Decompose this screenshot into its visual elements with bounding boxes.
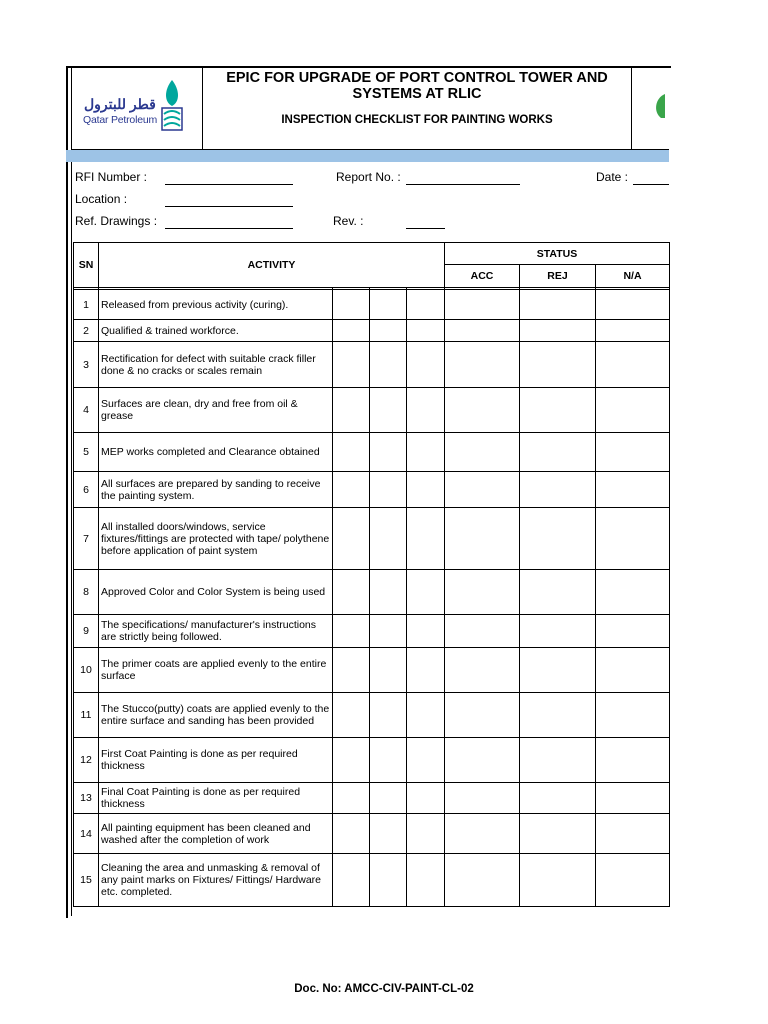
blank-cell — [370, 342, 407, 388]
row-sn: 6 — [74, 472, 99, 508]
blank-cell — [407, 615, 445, 648]
rej-checkbox-cell[interactable] — [520, 854, 596, 907]
row-sn: 9 — [74, 615, 99, 648]
acc-checkbox-cell[interactable] — [445, 290, 520, 320]
blank-cell — [370, 570, 407, 615]
location-field[interactable] — [165, 206, 293, 207]
acc-checkbox-cell[interactable] — [445, 433, 520, 472]
row-sn: 4 — [74, 388, 99, 433]
blank-cell — [333, 388, 370, 433]
acc-checkbox-cell[interactable] — [445, 648, 520, 693]
rfi-number-label: RFI Number : — [75, 170, 148, 184]
blank-cell — [370, 854, 407, 907]
row-sn: 8 — [74, 570, 99, 615]
blank-cell — [333, 693, 370, 738]
acc-checkbox-cell[interactable] — [445, 388, 520, 433]
blank-cell — [407, 342, 445, 388]
blank-cell — [333, 738, 370, 783]
blank-cell — [333, 648, 370, 693]
rej-checkbox-cell[interactable] — [520, 693, 596, 738]
blank-cell — [333, 433, 370, 472]
acc-checkbox-cell[interactable] — [445, 320, 520, 342]
row-sn: 1 — [74, 290, 99, 320]
table-row — [74, 693, 670, 738]
na-checkbox-cell[interactable] — [596, 814, 670, 854]
blank-cell — [370, 783, 407, 814]
col-header-rej: REJ — [520, 265, 596, 288]
na-checkbox-cell[interactable] — [596, 783, 670, 814]
blank-cell — [370, 615, 407, 648]
blank-cell — [370, 648, 407, 693]
blank-cell — [407, 814, 445, 854]
col-header-status: STATUS — [445, 243, 670, 265]
ref-drawings-label: Ref. Drawings : — [75, 214, 158, 228]
row-sn: 15 — [74, 854, 99, 907]
blank-cell — [407, 693, 445, 738]
row-sn: 13 — [74, 783, 99, 814]
na-checkbox-cell[interactable] — [596, 738, 670, 783]
rej-checkbox-cell[interactable] — [520, 433, 596, 472]
partner-logo — [631, 68, 669, 150]
blank-cell — [370, 738, 407, 783]
blank-cell — [370, 472, 407, 508]
blank-cell — [407, 388, 445, 433]
row-activity: Final Coat Painting is done as per required thickness — [99, 783, 333, 814]
row-sn: 7 — [74, 508, 99, 570]
date-label: Date : — [596, 170, 629, 184]
blank-cell — [333, 783, 370, 814]
report-no-field[interactable] — [406, 184, 520, 185]
rfi-number-field[interactable] — [165, 184, 293, 185]
blank-cell — [370, 320, 407, 342]
row-activity: The specifications/ manufacturer's instructions are strictly being followed. — [99, 615, 333, 648]
ref-drawings-field[interactable] — [165, 228, 293, 229]
acc-checkbox-cell[interactable] — [445, 854, 520, 907]
acc-checkbox-cell[interactable] — [445, 814, 520, 854]
document-number: Doc. No: AMCC-CIV-PAINT-CL-02 — [294, 983, 474, 995]
na-checkbox-cell[interactable] — [596, 433, 670, 472]
header-color-bar — [66, 150, 669, 162]
table-row — [74, 648, 670, 693]
na-checkbox-cell[interactable] — [596, 508, 670, 570]
rev-label: Rev. : — [333, 214, 364, 228]
blank-cell — [333, 320, 370, 342]
document-title: EPIC FOR UPGRADE OF PORT CONTROL TOWER AND SYSTEMS AT RLIC — [226, 70, 608, 102]
row-activity: All surfaces are prepared by sanding to receive the painting system. — [99, 472, 333, 508]
rej-checkbox-cell[interactable] — [520, 615, 596, 648]
row-sn: 3 — [74, 342, 99, 388]
row-sn: 5 — [74, 433, 99, 472]
title-block — [203, 68, 632, 150]
rej-checkbox-cell[interactable] — [520, 570, 596, 615]
logo-english-text: Qatar Petroleum — [83, 114, 158, 126]
table-row — [74, 290, 670, 320]
document-header — [72, 68, 669, 150]
table-row — [74, 388, 670, 433]
table-row — [74, 783, 670, 814]
rej-checkbox-cell[interactable] — [520, 388, 596, 433]
acc-checkbox-cell[interactable] — [445, 615, 520, 648]
row-activity: Approved Color and Color System is being used — [99, 570, 333, 615]
blank-cell — [333, 854, 370, 907]
blank-cell — [407, 648, 445, 693]
blank-cell — [370, 433, 407, 472]
na-checkbox-cell[interactable] — [596, 854, 670, 907]
row-activity: MEP works completed and Clearance obtained — [99, 433, 333, 472]
table-header-row — [74, 243, 670, 265]
rev-field[interactable] — [406, 228, 445, 229]
row-activity: Surfaces are clean, dry and free from oil & grease — [99, 388, 333, 433]
row-activity: All installed doors/windows, service fixtures/fittings are protected with tape/ polythene before application of paint system — [99, 508, 333, 570]
row-sn: 2 — [74, 320, 99, 342]
blank-cell — [370, 508, 407, 570]
rej-checkbox-cell[interactable] — [520, 738, 596, 783]
blank-cell — [407, 472, 445, 508]
row-activity: Qualified & trained workforce. — [99, 320, 333, 342]
acc-checkbox-cell[interactable] — [445, 508, 520, 570]
blank-cell — [333, 342, 370, 388]
na-checkbox-cell[interactable] — [596, 615, 670, 648]
row-sn: 11 — [74, 693, 99, 738]
table-row — [74, 320, 670, 342]
logo-arabic-text: قطر للبترول — [84, 96, 156, 112]
blank-cell — [407, 290, 445, 320]
acc-checkbox-cell[interactable] — [445, 738, 520, 783]
na-checkbox-cell[interactable] — [596, 570, 670, 615]
na-checkbox-cell[interactable] — [596, 388, 670, 433]
na-checkbox-cell[interactable] — [596, 648, 670, 693]
row-activity: The primer coats are applied evenly to the entire surface — [99, 648, 333, 693]
document-subtitle: INSPECTION CHECKLIST FOR PAINTING WORKS — [281, 114, 553, 126]
na-checkbox-cell[interactable] — [596, 290, 670, 320]
acc-checkbox-cell[interactable] — [445, 693, 520, 738]
row-sn: 14 — [74, 814, 99, 854]
col-header-sn: SN — [74, 243, 99, 288]
acc-checkbox-cell[interactable] — [445, 342, 520, 388]
blank-cell — [370, 693, 407, 738]
blank-cell — [370, 290, 407, 320]
checklist-table — [73, 242, 670, 907]
acc-checkbox-cell[interactable] — [445, 570, 520, 615]
rej-checkbox-cell[interactable] — [520, 648, 596, 693]
blank-cell — [370, 388, 407, 433]
row-sn: 10 — [74, 648, 99, 693]
sheet-inner-border — [71, 66, 72, 916]
row-activity: All painting equipment has been cleaned and washed after the completion of work — [99, 814, 333, 854]
blank-cell — [407, 570, 445, 615]
table-row — [74, 472, 670, 508]
table-row — [74, 738, 670, 783]
table-row — [74, 342, 670, 388]
blank-cell — [407, 783, 445, 814]
blank-cell — [370, 814, 407, 854]
rej-checkbox-cell[interactable] — [520, 320, 596, 342]
table-row — [74, 615, 670, 648]
row-activity: Released from previous activity (curing). — [99, 290, 333, 320]
blank-cell — [333, 472, 370, 508]
company-logo — [72, 68, 203, 150]
table-row — [74, 433, 670, 472]
col-header-activity: ACTIVITY — [99, 243, 445, 288]
rej-checkbox-cell[interactable] — [520, 290, 596, 320]
rej-checkbox-cell[interactable] — [520, 342, 596, 388]
acc-checkbox-cell[interactable] — [445, 783, 520, 814]
row-activity: Cleaning the area and unmasking & removal of any paint marks on Fixtures/ Fittings/ Hardware etc. completed. — [99, 854, 333, 907]
date-field[interactable] — [633, 184, 669, 185]
na-checkbox-cell[interactable] — [596, 342, 670, 388]
blank-cell — [407, 320, 445, 342]
na-checkbox-cell[interactable] — [596, 320, 670, 342]
location-label: Location : — [75, 192, 128, 206]
table-row — [74, 508, 670, 570]
report-no-label: Report No. : — [336, 170, 401, 184]
table-row — [74, 570, 670, 615]
row-sn: 12 — [74, 738, 99, 783]
blank-cell — [333, 814, 370, 854]
na-checkbox-cell[interactable] — [596, 472, 670, 508]
blank-cell — [407, 854, 445, 907]
col-header-na: N/A — [596, 265, 670, 288]
blank-cell — [333, 570, 370, 615]
na-checkbox-cell[interactable] — [596, 693, 670, 738]
blank-cell — [407, 738, 445, 783]
blank-cell — [407, 508, 445, 570]
row-activity: Rectification for defect with suitable crack filler done & no cracks or scales remain — [99, 342, 333, 388]
col-header-acc: ACC — [445, 265, 520, 288]
table-row — [74, 814, 670, 854]
blank-cell — [333, 508, 370, 570]
partner-logo-icon — [631, 68, 669, 149]
rej-checkbox-cell[interactable] — [520, 783, 596, 814]
rej-checkbox-cell[interactable] — [520, 508, 596, 570]
acc-checkbox-cell[interactable] — [445, 472, 520, 508]
blank-cell — [333, 290, 370, 320]
blank-cell — [333, 615, 370, 648]
row-activity: The Stucco(putty) coats are applied evenly to the entire surface and sanding has been provided — [99, 693, 333, 738]
rej-checkbox-cell[interactable] — [520, 814, 596, 854]
blank-cell — [407, 433, 445, 472]
row-activity: First Coat Painting is done as per required thickness — [99, 738, 333, 783]
table-row — [74, 854, 670, 907]
rej-checkbox-cell[interactable] — [520, 472, 596, 508]
